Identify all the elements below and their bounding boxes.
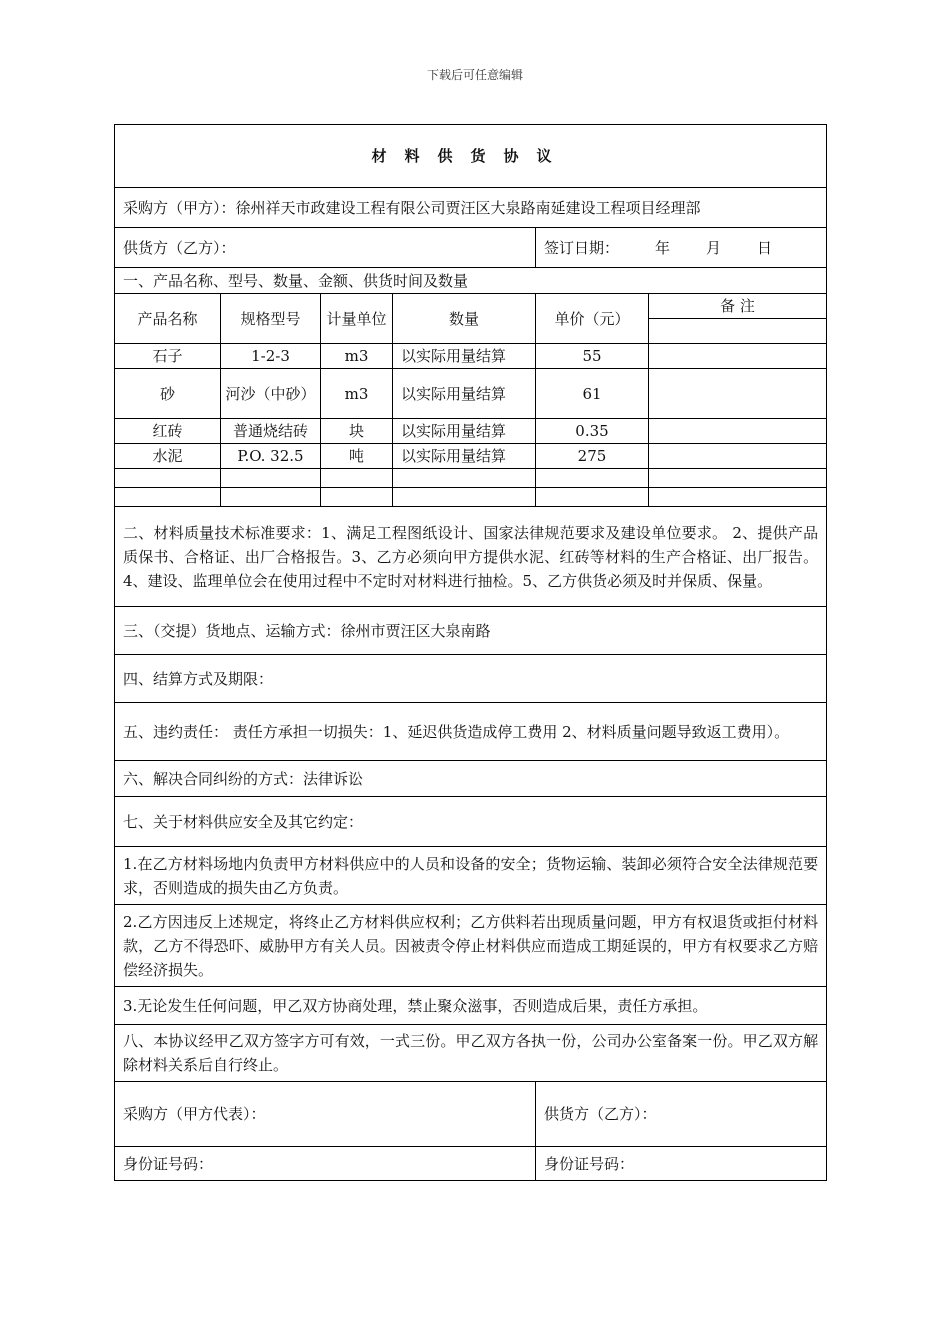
- empty-row: [115, 469, 827, 488]
- id-number-buyer: 身份证号码：: [115, 1147, 536, 1181]
- cell-spec: 1-2-3: [221, 344, 321, 369]
- clause-2: 2.乙方因违反上述规定，将终止乙方材料供应权利；乙方供料若出现质量问题，甲方有权退货或拒付材料款，乙方不得恐吓、威胁甲方有关人员。因被责令停止材料供应而造成工期延误的，甲方有权要求乙方赔偿经济损失。: [115, 905, 827, 987]
- section-1-heading: 一、产品名称、型号、数量、金额、供货时间及数量: [115, 268, 827, 294]
- buyer-line: 采购方（甲方）：徐州祥天市政建设工程有限公司贾汪区大泉路南延建设工程项目经理部: [115, 188, 827, 228]
- cell-qty: 以实际用量结算: [393, 344, 536, 369]
- header-spec: 规格型号: [221, 294, 321, 344]
- sign-date: [536, 228, 827, 268]
- section-2-quality: 二、材料质量技术标准要求：1、满足工程图纸设计、国家法律规范要求及建设单位要求。 2、提供产品质保书、合格证、出厂合格报告。3、乙方必须向甲方提供水泥、红砖等材料的生产合格证、出厂报告。4、建设、监理单位会在使用过程中不定时对材料进行抽检。5、乙方供货必须及时并保质、保量。: [115, 507, 827, 607]
- section-4-settlement: 四、结算方式及期限：: [115, 655, 827, 703]
- sign-buyer: 采购方（甲方代表）：: [115, 1082, 536, 1147]
- sign-date-day: 日: [757, 238, 773, 257]
- table-row: [115, 369, 827, 419]
- cell-spec: 河沙（中砂）: [221, 369, 321, 419]
- cell-remark: [649, 419, 827, 444]
- document-title: 材料供货协议: [115, 125, 827, 188]
- sign-date-year: 年: [655, 238, 671, 257]
- cell-name: 红砖: [115, 419, 221, 444]
- section-8-validity: 八、本协议经甲乙双方签字方可有效，一式三份。甲乙双方各执一份，公司办公室备案一份。甲乙双方解除材料关系后自行终止。: [115, 1025, 827, 1082]
- header-price: 单价（元）: [536, 294, 649, 344]
- header-remark-blank: [649, 319, 827, 344]
- cell-qty: 以实际用量结算: [393, 369, 536, 419]
- cell-spec: 普通烧结砖: [221, 419, 321, 444]
- cell-remark: [649, 344, 827, 369]
- agreement-table: [114, 124, 827, 1181]
- cell-remark: [649, 369, 827, 419]
- clause-3: 3.无论发生任何问题，甲乙双方协商处理，禁止聚众滋事，否则造成后果，责任方承担。: [115, 987, 827, 1025]
- top-note: 下载后可任意编辑: [426, 68, 523, 82]
- table-row: [115, 344, 827, 369]
- id-number-supplier: 身份证号码：: [536, 1147, 827, 1181]
- cell-spec: P.O. 32.5: [221, 444, 321, 469]
- cell-qty: 以实际用量结算: [393, 419, 536, 444]
- cell-price: 61: [536, 369, 649, 419]
- cell-name: 砂: [115, 369, 221, 419]
- supplier-line: 供货方（乙方）：: [115, 228, 536, 268]
- empty-row: [115, 488, 827, 507]
- cell-remark: [649, 444, 827, 469]
- cell-price: 0.35: [536, 419, 649, 444]
- cell-unit: 块: [321, 419, 393, 444]
- header-remark: 备 注: [649, 294, 827, 319]
- clause-1: 1.在乙方材料场地内负责甲方材料供应中的人员和设备的安全；货物运输、装卸必须符合安全法律规范要求，否则造成的损失由乙方负责。: [115, 847, 827, 905]
- section-5-liability: 五、违约责任： 责任方承担一切损失：1、延迟供货造成停工费用 2、材料质量问题导致返工费用）。: [115, 703, 827, 761]
- section-6-dispute: 六、解决合同纠纷的方式：法律诉讼: [115, 761, 827, 797]
- table-row: [115, 419, 827, 444]
- header-qty: 数量: [393, 294, 536, 344]
- header-name: 产品名称: [115, 294, 221, 344]
- cell-unit: m3: [321, 344, 393, 369]
- sign-date-month: 月: [706, 238, 722, 257]
- cell-unit: m3: [321, 369, 393, 419]
- section-3-delivery: 三、（交提）货地点、运输方式：徐州市贾汪区大泉南路: [115, 607, 827, 655]
- header-unit: 计量单位: [321, 294, 393, 344]
- cell-price: 275: [536, 444, 649, 469]
- table-row: [115, 444, 827, 469]
- cell-price: 55: [536, 344, 649, 369]
- cell-unit: 吨: [321, 444, 393, 469]
- sign-supplier: 供货方（乙方）：: [536, 1082, 827, 1147]
- cell-name: 石子: [115, 344, 221, 369]
- cell-qty: 以实际用量结算: [393, 444, 536, 469]
- sign-date-label: 签订日期：: [544, 238, 620, 257]
- cell-name: 水泥: [115, 444, 221, 469]
- section-7-heading: 七、关于材料供应安全及其它约定：: [115, 797, 827, 847]
